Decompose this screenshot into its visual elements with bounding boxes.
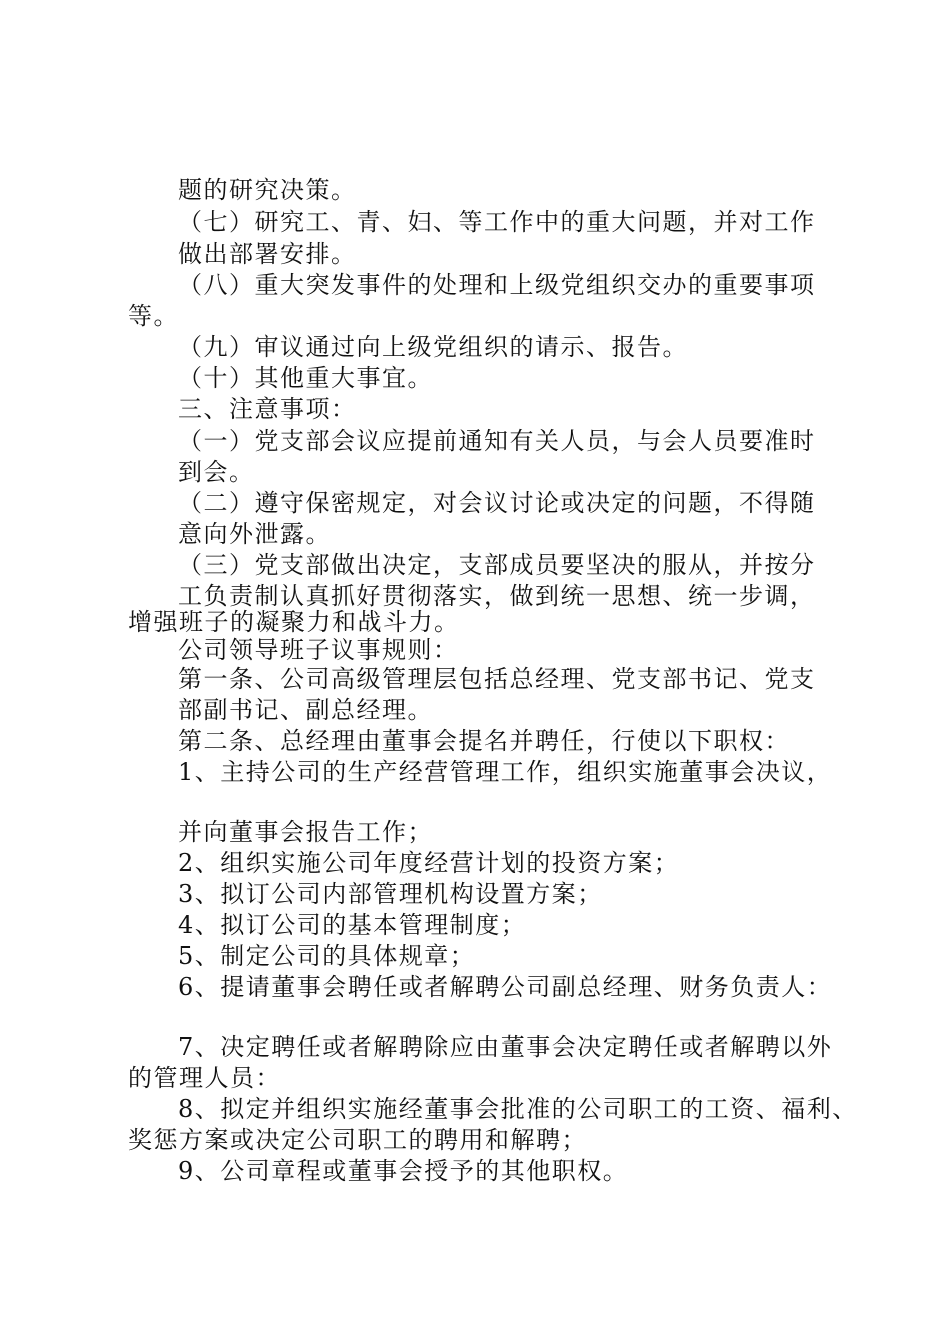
text-line: 增强班子的凝聚力和战斗力。	[128, 608, 460, 636]
text-line: 等。	[128, 302, 179, 330]
text-line: （八）重大突发事件的处理和上级党组织交办的重要事项	[178, 271, 816, 299]
text-line: 公司领导班子议事规则：	[178, 636, 459, 664]
text-line: 到会。	[178, 458, 255, 486]
text-line: 三、注意事项：	[178, 395, 357, 423]
text-line: （一）党支部会议应提前通知有关人员，与会人员要准时	[178, 427, 816, 455]
text-line: 7、决定聘任或者解聘除应由董事会决定聘任或者解聘以外	[178, 1033, 833, 1061]
text-line: 奖惩方案或决定公司职工的聘用和解聘；	[128, 1126, 587, 1154]
text-line: 2、组织实施公司年度经营计划的投资方案；	[178, 849, 680, 877]
text-line: （七）研究工、青、妇、等工作中的重大问题，并对工作	[178, 208, 816, 236]
text-line: 9、公司章程或董事会授予的其他职权。	[178, 1157, 629, 1185]
text-line: （三）党支部做出决定，支部成员要坚决的服从，并按分	[178, 551, 816, 579]
text-line: 6、提请董事会聘任或者解聘公司副总经理、财务负责人：	[178, 973, 833, 1001]
text-line: 8、拟定并组织实施经董事会批准的公司职工的工资、福利、	[178, 1095, 858, 1123]
text-line: 部副书记、副总经理。	[178, 696, 433, 724]
text-line: 做出部署安排。	[178, 240, 357, 268]
text-line: （二）遵守保密规定，对会议讨论或决定的问题，不得随	[178, 489, 816, 517]
text-line: 意向外泄露。	[178, 520, 331, 548]
text-line: （十）其他重大事宜。	[178, 364, 433, 392]
text-line: 第一条、公司高级管理层包括总经理、党支部书记、党支	[178, 665, 816, 693]
text-line: 4、拟订公司的基本管理制度；	[178, 911, 527, 939]
text-line: 1、主持公司的生产经营管理工作，组织实施董事会决议，	[178, 758, 833, 786]
text-line: 并向董事会报告工作；	[178, 818, 433, 846]
text-line: 3、拟订公司内部管理机构设置方案；	[178, 880, 603, 908]
text-line: 第二条、总经理由董事会提名并聘任，行使以下职权：	[178, 727, 790, 755]
text-line: 5、制定公司的具体规章；	[178, 942, 476, 970]
text-line: 工负责制认真抓好贯彻落实，做到统一思想、统一步调，	[178, 582, 816, 610]
text-line: 的管理人员：	[128, 1064, 281, 1092]
text-line: （九）审议通过向上级党组织的请示、报告。	[178, 333, 688, 361]
text-line: 题的研究决策。	[178, 176, 357, 204]
